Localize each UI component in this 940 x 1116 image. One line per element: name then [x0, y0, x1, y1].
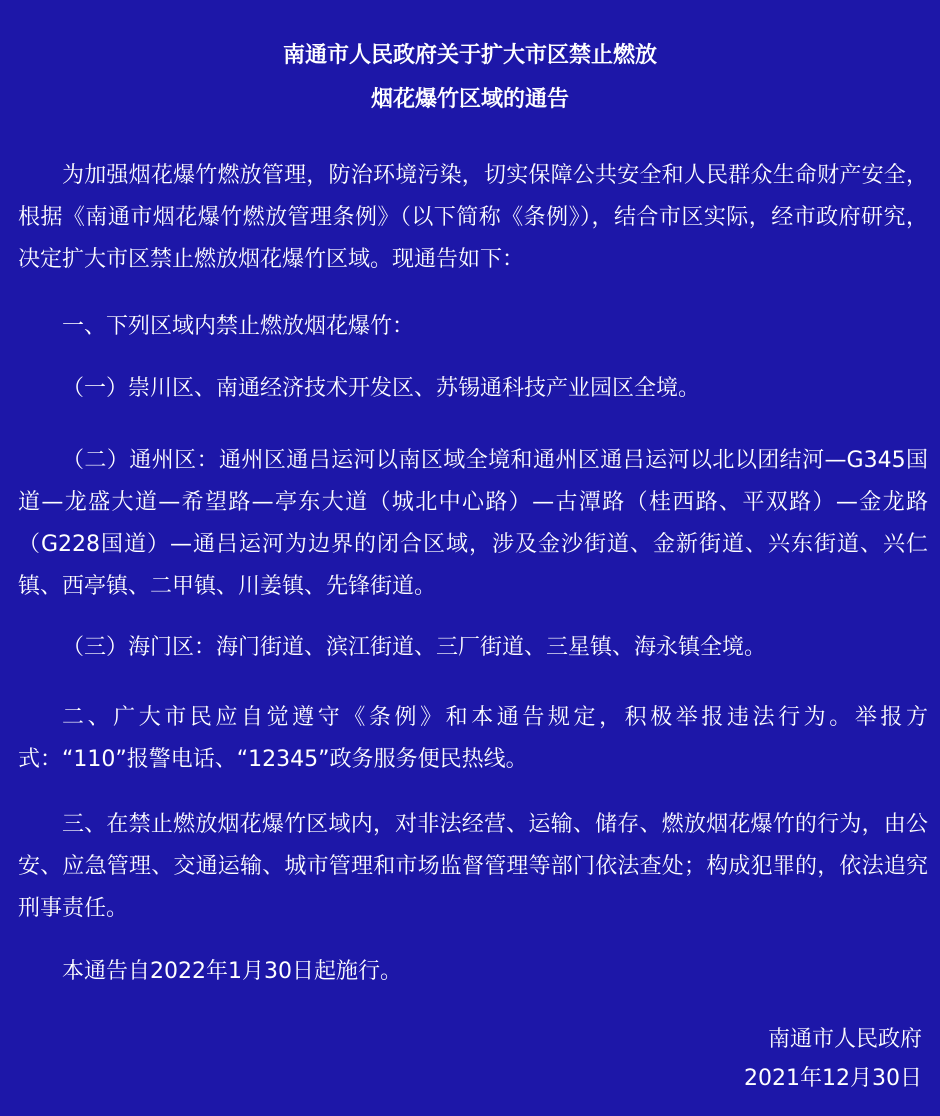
signature-date: 2021年12月30日	[744, 1066, 922, 1091]
section2-paragraph: 二、广大市民应自觉遵守《条例》和本通告规定，积极举报违法行为。举报方式：“110”报警电话、“12345”政务服务便民热线。	[18, 705, 928, 772]
intro-paragraph: 为加强烟花爆竹燃放管理，防治环境污染，切实保障公共安全和人民群众生命财产安全，根据《南通市烟花爆竹燃放管理条例》（以下简称《条例》），结合市区实际，经市政府研究，决定扩大市区禁止燃放烟花爆竹区域。现通告如下：	[18, 163, 928, 272]
section3-paragraph: 三、在禁止燃放烟花爆竹区域内，对非法经营、运输、储存、燃放烟花爆竹的行为，由公安、应急管理、交通运输、城市管理和市场监督管理等部门依法查处；构成犯罪的，依法追究刑事责任。	[18, 812, 928, 921]
notice-title-line1: 南通市人民政府关于扩大市区禁止燃放	[282, 43, 657, 68]
section1-item2: （二）通州区：通州区通吕运河以南区域全境和通州区通吕运河以北以团结河—G345国道—龙盛大道—希望路—亭东大道（城北中心路）—古潭路（桂西路、平双路）—金龙路（G228国道）—通吕运河为边界的闭合区域，涉及金沙街道、金新街道、兴东街道、兴仁镇、西亭镇、二甲镇、川姜镇、先锋街道。	[18, 448, 928, 599]
effective-date-paragraph: 本通告自2022年1月30日起施行。	[62, 959, 402, 984]
signature-organization: 南通市人民政府	[767, 1027, 922, 1052]
notice-title-line2: 烟花爆竹区域的通告	[370, 87, 569, 112]
section1-heading: 一、下列区域内禁止燃放烟花爆竹：	[62, 314, 415, 339]
section1-item1: （一）崇川区、南通经济技术开发区、苏锡通科技产业园区全境。	[62, 376, 701, 401]
section1-item3: （三）海门区：海门街道、滨江街道、三厂街道、三星镇、海永镇全境。	[62, 635, 767, 660]
